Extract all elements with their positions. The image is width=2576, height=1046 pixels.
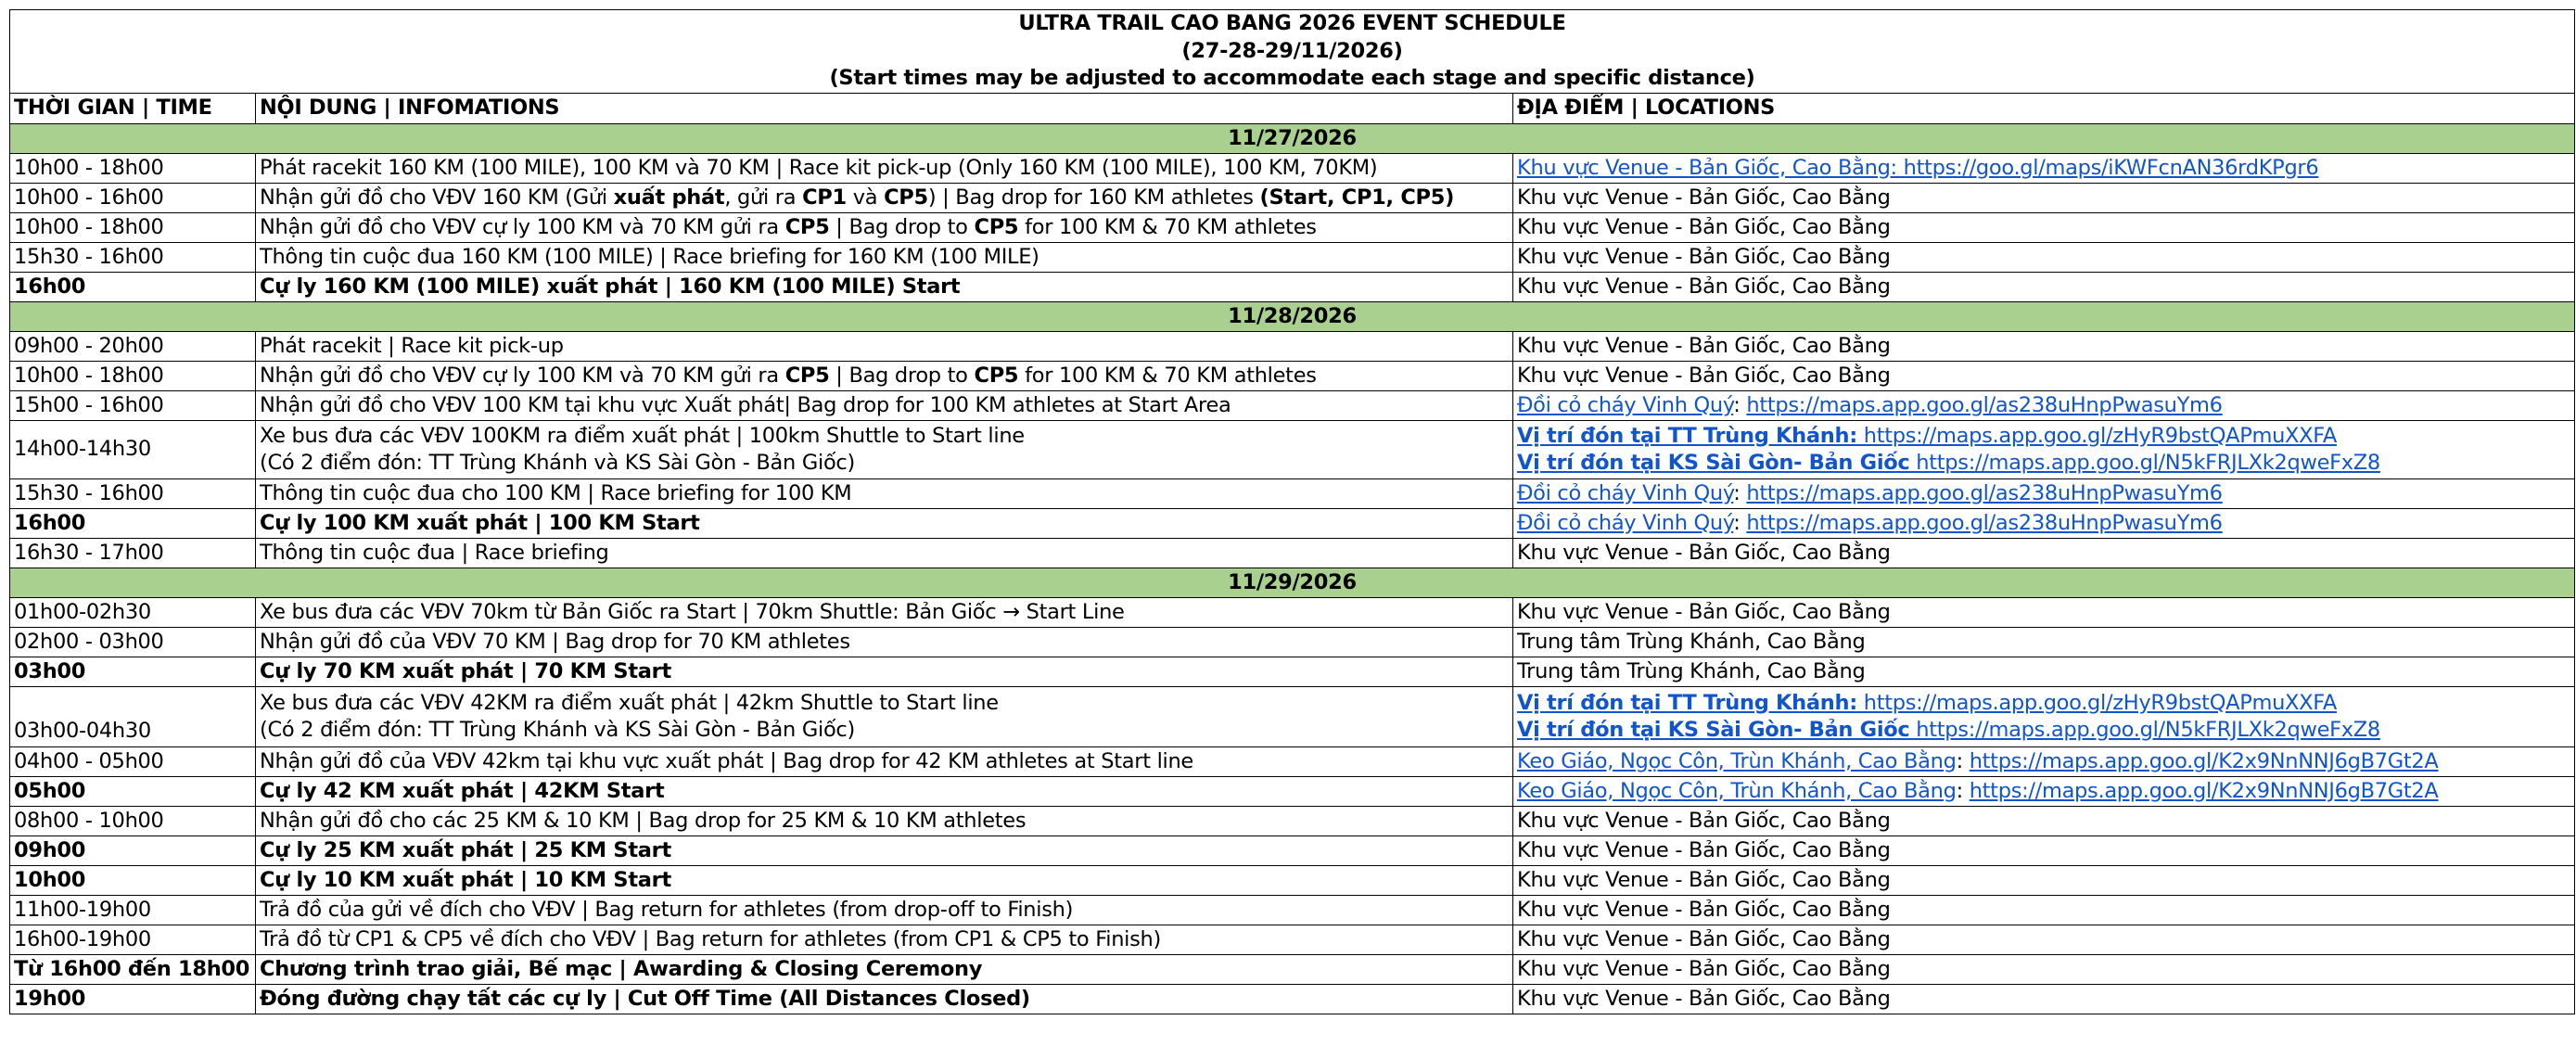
info-segment: ) | Bag drop for 160 KM athletes — [927, 185, 1260, 210]
time-cell: 10h00 - 18h00 — [10, 212, 256, 242]
location-cell — [1513, 925, 2575, 954]
schedule-row — [10, 361, 2575, 390]
time-cell: 15h00 - 16h00 — [10, 390, 256, 420]
date-cell: 11/27/2026 — [10, 123, 2575, 153]
pickup-url-link[interactable]: https://maps.app.goo.gl/N5kFRJLXk2qweFxZ8 — [1909, 450, 2380, 475]
pickup-line — [1517, 717, 2570, 744]
place-separator: : — [1733, 480, 1747, 505]
info-cell — [256, 954, 1513, 984]
map-url-link[interactable]: https://maps.app.goo.gl/K2x9NnNNJ6gB7Gt2A — [1969, 748, 2439, 773]
info-line: Nhận gửi đồ cho các 25 KM & 10 KM | Bag drop for 25 KM & 10 KM athletes — [260, 808, 1027, 833]
info-cell — [256, 508, 1513, 538]
info-segment: Nhận gửi đồ cho VĐV 160 KM (Gửi — [260, 185, 614, 210]
schedule-row — [10, 597, 2575, 627]
time-cell: 10h00 - 16h00 — [10, 183, 256, 212]
location-text: Khu vực Venue - Bản Giốc, Cao Bằng — [1517, 867, 1891, 892]
info-line: Cự ly 100 KM xuất phát | 100 KM Start — [260, 510, 700, 535]
schedule-row — [10, 627, 2575, 657]
schedule-row — [10, 242, 2575, 272]
schedule-row — [10, 865, 2575, 895]
info-line: Cự ly 70 KM xuất phát | 70 KM Start — [260, 658, 671, 683]
location-text: Khu vực Venue - Bản Giốc, Cao Bằng — [1517, 333, 1891, 358]
info-line: Thông tin cuộc đua 160 KM (100 MILE) | Race briefing for 160 KM (100 MILE) — [260, 244, 1039, 269]
info-line: Cự ly 25 KM xuất phát | 25 KM Start — [260, 837, 671, 862]
info-line: Trả đồ của gửi về đích cho VĐV | Bag return for athletes (from drop-off to Finish) — [260, 897, 1074, 922]
date-row — [10, 301, 2575, 331]
info-cell — [256, 657, 1513, 686]
info-line: (Có 2 điểm đón: TT Trùng Khánh và KS Sài Gòn - Bản Giốc) — [260, 450, 855, 475]
pickup-label-link[interactable]: Vị trí đón tại KS Sài Gòn- Bản Giốc — [1517, 450, 1910, 475]
location-text: Trung tâm Trùng Khánh, Cao Bằng — [1517, 629, 1866, 654]
map-url-link[interactable]: https://maps.app.goo.gl/as238uHnpPwasuYm6 — [1746, 392, 2223, 417]
info-segment: , gửi ra — [724, 185, 803, 210]
place-link[interactable]: Đồi cỏ cháy Vinh Quý — [1517, 392, 1734, 417]
map-url-link[interactable]: https://maps.app.goo.gl/K2x9NnNNJ6gB7Gt2A — [1969, 778, 2439, 803]
info-cell — [256, 746, 1513, 776]
place-link[interactable]: Keo Giáo, Ngọc Côn, Trùn Khánh, Cao Bằng — [1517, 778, 1957, 803]
header-time: THỜI GIAN | TIME — [10, 93, 256, 123]
location-text: Khu vực Venue - Bản Giốc, Cao Bằng — [1517, 214, 1891, 239]
info-segment: (Start, CP1, CP5) — [1259, 185, 1455, 210]
place-separator: : — [1733, 392, 1747, 417]
location-text: Khu vực Venue - Bản Giốc, Cao Bằng — [1517, 185, 1891, 210]
location-cell — [1513, 836, 2575, 865]
schedule-row — [10, 508, 2575, 538]
location-text: Khu vực Venue - Bản Giốc, Cao Bằng — [1517, 986, 1891, 1011]
time-cell: 14h00-14h30 — [10, 420, 256, 478]
info-cell — [256, 686, 1513, 746]
location-text: Khu vực Venue - Bản Giốc, Cao Bằng — [1517, 897, 1891, 922]
schedule-row — [10, 657, 2575, 686]
location-cell — [1513, 538, 2575, 568]
schedule-row — [10, 390, 2575, 420]
location-text: Khu vực Venue - Bản Giốc, Cao Bằng — [1517, 808, 1891, 833]
place-separator: : — [1956, 778, 1970, 803]
info-cell — [256, 212, 1513, 242]
schedule-table — [9, 9, 2575, 1014]
info-cell — [256, 242, 1513, 272]
schedule-row — [10, 420, 2575, 478]
info-segment: | Bag drop to — [829, 214, 975, 239]
time-cell: 16h00-19h00 — [10, 925, 256, 954]
info-line: Đóng đường chạy tất các cự ly | Cut Off Time (All Distances Closed) — [260, 986, 1030, 1011]
pickup-label-link[interactable]: Vị trí đón tại KS Sài Gòn- Bản Giốc — [1517, 717, 1910, 742]
info-line: Phát racekit | Race kit pick-up — [260, 333, 564, 358]
place-separator: : — [1733, 510, 1747, 535]
info-segment: for 100 KM & 70 KM athletes — [1018, 363, 1317, 388]
info-cell — [256, 925, 1513, 954]
info-line: Nhận gửi đồ của VĐV 70 KM | Bag drop for 70 KM athletes — [260, 629, 850, 654]
time-cell: 10h00 — [10, 865, 256, 895]
info-cell — [256, 183, 1513, 212]
info-cell — [256, 538, 1513, 568]
schedule-row — [10, 806, 2575, 836]
info-cell — [256, 984, 1513, 1014]
location-cell — [1513, 420, 2575, 478]
info-segment: CP5 — [884, 185, 928, 210]
schedule-row — [10, 925, 2575, 954]
info-cell — [256, 627, 1513, 657]
info-segment: | Bag drop to — [829, 363, 975, 388]
pickup-line — [1517, 690, 2570, 717]
info-line: Xe bus đưa các VĐV 100KM ra điểm xuất phát | 100km Shuttle to Start line — [260, 423, 1025, 448]
info-line: Thông tin cuộc đua | Race briefing — [260, 540, 609, 565]
info-cell — [256, 865, 1513, 895]
time-cell: 16h00 — [10, 272, 256, 301]
date-cell: 11/29/2026 — [10, 568, 2575, 597]
schedule-row — [10, 153, 2575, 183]
schedule-row — [10, 538, 2575, 568]
location-text: Khu vực Venue - Bản Giốc, Cao Bằng — [1517, 274, 1891, 299]
pickup-url-link[interactable]: https://maps.app.goo.gl/zHyR9bstQAPmuXXFA — [1856, 690, 2337, 715]
time-cell: 16h00 — [10, 508, 256, 538]
location-cell — [1513, 746, 2575, 776]
info-segment: CP5 — [784, 214, 830, 239]
info-line: Thông tin cuộc đua cho 100 KM | Race briefing for 100 KM — [260, 480, 852, 505]
location-cell — [1513, 806, 2575, 836]
info-cell — [256, 272, 1513, 301]
date-cell: 11/28/2026 — [10, 301, 2575, 331]
location-cell — [1513, 686, 2575, 746]
schedule-row — [10, 776, 2575, 806]
time-cell: 10h00 - 18h00 — [10, 153, 256, 183]
place-link[interactable]: Đồi cỏ cháy Vinh Quý — [1517, 480, 1734, 505]
title-cell — [10, 10, 2575, 94]
header-info: NỘI DUNG | INFOMATIONS — [256, 93, 1513, 123]
info-cell — [256, 895, 1513, 925]
time-cell: 11h00-19h00 — [10, 895, 256, 925]
schedule-row — [10, 478, 2575, 508]
schedule-row — [10, 895, 2575, 925]
location-text: Trung tâm Trùng Khánh, Cao Bằng — [1517, 658, 1866, 683]
event-dates: (27-28-29/11/2026) — [1181, 38, 1403, 63]
location-cell — [1513, 153, 2575, 183]
info-cell — [256, 420, 1513, 478]
time-cell: 03h00-04h30 — [10, 686, 256, 746]
pickup-url-link[interactable]: https://maps.app.goo.gl/N5kFRJLXk2qweFxZ8 — [1909, 717, 2380, 742]
info-line: Xe bus đưa các VĐV 70km từ Bản Giốc ra Start | 70km Shuttle: Bản Giốc → Start Line — [260, 599, 1125, 624]
header-row — [10, 93, 2575, 123]
schedule-row — [10, 836, 2575, 865]
location-cell — [1513, 183, 2575, 212]
schedule-row — [10, 212, 2575, 242]
time-cell: 10h00 - 18h00 — [10, 361, 256, 390]
info-line: Phát racekit 160 KM (100 MILE), 100 KM và 70 KM | Race kit pick-up (Only 160 KM (100 MILE), 100 KM, 70KM) — [260, 155, 1378, 180]
info-cell — [256, 390, 1513, 420]
location-text: Khu vực Venue - Bản Giốc, Cao Bằng — [1517, 363, 1891, 388]
location-cell — [1513, 657, 2575, 686]
location-cell — [1513, 212, 2575, 242]
location-cell — [1513, 361, 2575, 390]
time-cell: 04h00 - 05h00 — [10, 746, 256, 776]
map-url-link[interactable]: https://maps.app.goo.gl/as238uHnpPwasuYm6 — [1746, 510, 2223, 535]
time-cell: Từ 16h00 đến 18h00 — [10, 954, 256, 984]
info-line: Nhận gửi đồ của VĐV 42km tại khu vực xuất phát | Bag drop for 42 KM athletes at Start line — [260, 748, 1193, 773]
schedule-row — [10, 984, 2575, 1014]
info-line: Cự ly 160 KM (100 MILE) xuất phát | 160 KM (100 MILE) Start — [260, 274, 961, 299]
info-line: (Có 2 điểm đón: TT Trùng Khánh và KS Sài Gòn - Bản Giốc) — [260, 717, 855, 742]
time-cell: 16h30 - 17h00 — [10, 538, 256, 568]
info-cell — [256, 836, 1513, 865]
location-cell — [1513, 331, 2575, 361]
info-cell — [256, 361, 1513, 390]
pickup-line — [1517, 450, 2570, 477]
location-text: Khu vực Venue - Bản Giốc, Cao Bằng — [1517, 540, 1891, 565]
time-cell: 09h00 — [10, 836, 256, 865]
title-row — [10, 10, 2575, 94]
location-cell — [1513, 865, 2575, 895]
header-location: ĐỊA ĐIỂM | LOCATIONS — [1513, 93, 2575, 123]
info-segment: CP1 — [802, 185, 847, 210]
time-cell: 15h30 - 16h00 — [10, 478, 256, 508]
location-cell — [1513, 390, 2575, 420]
info-cell — [256, 776, 1513, 806]
schedule-sheet — [9, 9, 2574, 1014]
pickup-url-link[interactable]: https://maps.app.goo.gl/zHyR9bstQAPmuXXFA — [1856, 423, 2337, 448]
location-cell — [1513, 776, 2575, 806]
location-text: Khu vực Venue - Bản Giốc, Cao Bằng — [1517, 244, 1891, 269]
location-cell — [1513, 242, 2575, 272]
info-line: Trả đồ từ CP1 & CP5 về đích cho VĐV | Bag return for athletes (from CP1 & CP5 to Finish) — [260, 926, 1161, 951]
location-cell — [1513, 954, 2575, 984]
pickup-label-link[interactable]: Vị trí đón tại TT Trùng Khánh: — [1517, 423, 1857, 448]
schedule-row — [10, 686, 2575, 746]
schedule-row — [10, 954, 2575, 984]
location-link[interactable]: Khu vực Venue - Bản Giốc, Cao Bằng: https://goo.gl/maps/iKWFcnAN36rdKPgr6 — [1517, 155, 2319, 180]
info-line: Cự ly 10 KM xuất phát | 10 KM Start — [260, 867, 671, 892]
map-url-link[interactable]: https://maps.app.goo.gl/as238uHnpPwasuYm6 — [1746, 480, 2223, 505]
location-text: Khu vực Venue - Bản Giốc, Cao Bằng — [1517, 926, 1891, 951]
info-line: Nhận gửi đồ cho VĐV 100 KM tại khu vực Xuất phát| Bag drop for 100 KM athletes at Start Area — [260, 392, 1231, 417]
place-link[interactable]: Đồi cỏ cháy Vinh Quý — [1517, 510, 1734, 535]
time-cell: 19h00 — [10, 984, 256, 1014]
time-cell: 03h00 — [10, 657, 256, 686]
pickup-line — [1517, 423, 2570, 450]
info-segment: CP5 — [974, 363, 1019, 388]
location-cell — [1513, 508, 2575, 538]
time-cell: 05h00 — [10, 776, 256, 806]
date-row — [10, 123, 2575, 153]
location-text: Khu vực Venue - Bản Giốc, Cao Bằng — [1517, 837, 1891, 862]
info-cell — [256, 597, 1513, 627]
schedule-row — [10, 183, 2575, 212]
info-segment: Nhận gửi đồ cho VĐV cự ly 100 KM và 70 KM gửi ra — [260, 214, 785, 239]
info-line: Chương trình trao giải, Bế mạc | Awarding & Closing Ceremony — [260, 956, 983, 981]
info-segment: CP5 — [784, 363, 830, 388]
location-cell — [1513, 478, 2575, 508]
info-segment: xuất phát — [613, 185, 725, 210]
time-cell: 09h00 - 20h00 — [10, 331, 256, 361]
event-title: ULTRA TRAIL CAO BANG 2026 EVENT SCHEDULE — [1018, 11, 1566, 35]
location-cell — [1513, 272, 2575, 301]
location-cell — [1513, 895, 2575, 925]
schedule-row — [10, 746, 2575, 776]
time-cell: 15h30 - 16h00 — [10, 242, 256, 272]
info-cell — [256, 806, 1513, 836]
info-line: Xe bus đưa các VĐV 42KM ra điểm xuất phát | 42km Shuttle to Start line — [260, 690, 999, 715]
info-cell — [256, 331, 1513, 361]
info-cell — [256, 153, 1513, 183]
location-text: Khu vực Venue - Bản Giốc, Cao Bằng — [1517, 956, 1891, 981]
time-cell: 08h00 - 10h00 — [10, 806, 256, 836]
location-cell — [1513, 597, 2575, 627]
info-segment: CP5 — [974, 214, 1019, 239]
info-segment: Nhận gửi đồ cho VĐV cự ly 100 KM và 70 KM gửi ra — [260, 363, 785, 388]
pickup-label-link[interactable]: Vị trí đón tại TT Trùng Khánh: — [1517, 690, 1857, 715]
time-cell: 02h00 - 03h00 — [10, 627, 256, 657]
location-cell — [1513, 984, 2575, 1014]
schedule-row — [10, 331, 2575, 361]
info-segment: và — [846, 185, 885, 210]
info-cell — [256, 478, 1513, 508]
event-note: (Start times may be adjusted to accommodate each stage and specific distance) — [829, 66, 1755, 90]
place-link[interactable]: Keo Giáo, Ngọc Côn, Trùn Khánh, Cao Bằng — [1517, 748, 1957, 773]
place-separator: : — [1956, 748, 1970, 773]
info-segment: for 100 KM & 70 KM athletes — [1018, 214, 1317, 239]
date-row — [10, 568, 2575, 597]
location-cell — [1513, 627, 2575, 657]
time-cell: 01h00-02h30 — [10, 597, 256, 627]
schedule-row — [10, 272, 2575, 301]
location-text: Khu vực Venue - Bản Giốc, Cao Bằng — [1517, 599, 1891, 624]
info-line: Cự ly 42 KM xuất phát | 42KM Start — [260, 778, 665, 803]
